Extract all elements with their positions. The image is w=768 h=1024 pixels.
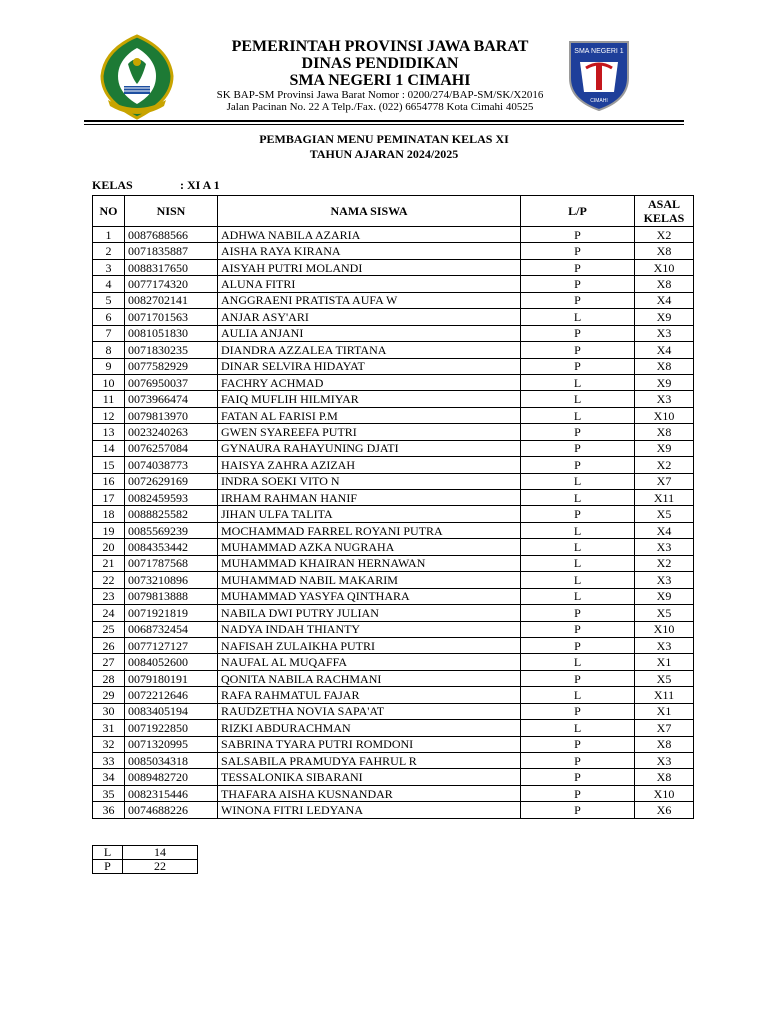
cell-nama: DIANDRA AZZALEA TIRTANA [218, 342, 521, 358]
cell-nama: NADYA INDAH THIANTY [218, 621, 521, 637]
letterhead-rule-thin [84, 124, 684, 125]
cell-asal-kelas: X1 [635, 703, 694, 719]
cell-nama: THAFARA AISHA KUSNANDAR [218, 785, 521, 801]
cell-no: 29 [93, 687, 125, 703]
cell-lp: P [521, 769, 635, 785]
cell-nama: RIZKI ABDURACHMAN [218, 720, 521, 736]
cell-nisn: 0074688226 [125, 802, 218, 818]
cell-asal-kelas: X3 [635, 753, 694, 769]
cell-nisn: 0071787568 [125, 555, 218, 571]
cell-nisn: 0084353442 [125, 539, 218, 555]
cell-no: 30 [93, 703, 125, 719]
cell-nama: GWEN SYAREEFA PUTRI [218, 424, 521, 440]
table-row [93, 309, 694, 325]
cell-nama: FATAN AL FARISI P.M [218, 407, 521, 423]
table-row [93, 637, 694, 653]
header-accreditation: SK BAP-SM Provinsi Jawa Barat Nomor : 0200/274/BAP-SM/SK/X2016 [216, 89, 544, 101]
cell-nisn: 0082315446 [125, 785, 218, 801]
cell-nama: AISYAH PUTRI MOLANDI [218, 259, 521, 275]
cell-nisn: 0079180191 [125, 670, 218, 686]
cell-no: 22 [93, 572, 125, 588]
table-row [93, 358, 694, 374]
cell-lp: L [521, 572, 635, 588]
cell-no: 21 [93, 555, 125, 571]
cell-lp: P [521, 736, 635, 752]
cell-asal-kelas: X5 [635, 506, 694, 522]
cell-lp: P [521, 605, 635, 621]
class-info [92, 178, 220, 193]
header-address: Jalan Pacinan No. 22 A Telp./Fax. (022) 6654778 Kota Cimahi 40525 [226, 101, 534, 113]
cell-asal-kelas: X8 [635, 243, 694, 259]
cell-lp: P [521, 325, 635, 341]
cell-nisn: 0071701563 [125, 309, 218, 325]
cell-asal-kelas: X4 [635, 522, 694, 538]
table-header-row [93, 196, 694, 227]
table-row [93, 670, 694, 686]
cell-nama: ADHWA NABILA AZARIA [218, 227, 521, 243]
cell-asal-kelas: X8 [635, 276, 694, 292]
cell-nisn: 0079813970 [125, 407, 218, 423]
cell-nisn: 0079813888 [125, 588, 218, 604]
table-row [93, 588, 694, 604]
cell-no: 25 [93, 621, 125, 637]
school-shield-emblem-icon [566, 38, 632, 112]
summary-value: 14 [123, 846, 198, 860]
cell-nama: MUHAMMAD KHAIRAN HERNAWAN [218, 555, 521, 571]
summary-label: P [93, 860, 123, 874]
cell-nama: FAIQ MUFLIH HILMIYAR [218, 391, 521, 407]
cell-no: 3 [93, 259, 125, 275]
cell-asal-kelas: X2 [635, 457, 694, 473]
cell-asal-kelas: X7 [635, 720, 694, 736]
cell-asal-kelas: X10 [635, 785, 694, 801]
cell-no: 20 [93, 539, 125, 555]
cell-lp: P [521, 753, 635, 769]
summary-row [93, 846, 198, 860]
cell-no: 1 [93, 227, 125, 243]
svg-text:CIMAHI: CIMAHI [590, 98, 608, 104]
header-school: SMA NEGERI 1 CIMAHI [289, 72, 471, 89]
table-row [93, 259, 694, 275]
cell-nama: AULIA ANJANI [218, 325, 521, 341]
cell-no: 11 [93, 391, 125, 407]
cell-nisn: 0068732454 [125, 621, 218, 637]
cell-no: 10 [93, 374, 125, 390]
table-row [93, 785, 694, 801]
header-nama: NAMA SISWA [218, 196, 521, 227]
cell-nisn: 0077127127 [125, 637, 218, 653]
table-row [93, 457, 694, 473]
table-row [93, 736, 694, 752]
title-line-2: TAHUN AJARAN 2024/2025 [309, 147, 459, 161]
cell-nisn: 0071921819 [125, 605, 218, 621]
cell-nisn: 0085034318 [125, 753, 218, 769]
cell-lp: P [521, 785, 635, 801]
cell-nama: QONITA NABILA RACHMANI [218, 670, 521, 686]
cell-nisn: 0023240263 [125, 424, 218, 440]
table-row [93, 605, 694, 621]
cell-asal-kelas: X3 [635, 572, 694, 588]
table-row [93, 391, 694, 407]
table-row [93, 506, 694, 522]
cell-lp: L [521, 309, 635, 325]
cell-lp: P [521, 227, 635, 243]
table-row [93, 292, 694, 308]
table-row [93, 407, 694, 423]
table-row [93, 473, 694, 489]
cell-nama: FACHRY ACHMAD [218, 374, 521, 390]
table-row [93, 522, 694, 538]
cell-asal-kelas: X3 [635, 325, 694, 341]
cell-lp: P [521, 440, 635, 456]
cell-nisn: 0071320995 [125, 736, 218, 752]
student-table [92, 195, 694, 819]
table-row [93, 753, 694, 769]
cell-no: 7 [93, 325, 125, 341]
cell-asal-kelas: X7 [635, 473, 694, 489]
table-row [93, 490, 694, 506]
cell-lp: P [521, 621, 635, 637]
cell-asal-kelas: X11 [635, 490, 694, 506]
cell-lp: P [521, 259, 635, 275]
cell-no: 12 [93, 407, 125, 423]
cell-asal-kelas: X10 [635, 259, 694, 275]
table-row [93, 621, 694, 637]
cell-nisn: 0072629169 [125, 473, 218, 489]
table-row [93, 703, 694, 719]
cell-lp: P [521, 243, 635, 259]
cell-no: 15 [93, 457, 125, 473]
cell-lp: L [521, 687, 635, 703]
header-lp: L/P [521, 196, 635, 227]
header-asal-kelas: ASAL KELAS [635, 196, 694, 227]
cell-nama: RAUDZETHA NOVIA SAPA'AT [218, 703, 521, 719]
header-nisn: NISN [125, 196, 218, 227]
cell-no: 8 [93, 342, 125, 358]
cell-nama: MOCHAMMAD FARREL ROYANI PUTRA [218, 522, 521, 538]
table-row [93, 802, 694, 818]
cell-nama: ANGGRAENI PRATISTA AUFA W [218, 292, 521, 308]
cell-nama: MUHAMMAD AZKA NUGRAHA [218, 539, 521, 555]
cell-nama: JIHAN ULFA TALITA [218, 506, 521, 522]
cell-lp: P [521, 358, 635, 374]
cell-nama: AISHA RAYA KIRANA [218, 243, 521, 259]
table-row [93, 342, 694, 358]
cell-asal-kelas: X6 [635, 802, 694, 818]
cell-no: 31 [93, 720, 125, 736]
cell-asal-kelas: X9 [635, 588, 694, 604]
cell-lp: L [521, 720, 635, 736]
cell-nisn: 0077174320 [125, 276, 218, 292]
cell-nama: NAUFAL AL MUQAFFA [218, 654, 521, 670]
cell-no: 27 [93, 654, 125, 670]
cell-nama: NAFISAH ZULAIKHA PUTRI [218, 637, 521, 653]
cell-asal-kelas: X8 [635, 424, 694, 440]
cell-nisn: 0085569239 [125, 522, 218, 538]
cell-asal-kelas: X2 [635, 555, 694, 571]
cell-no: 32 [93, 736, 125, 752]
cell-nisn: 0077582929 [125, 358, 218, 374]
letterhead-rule-thick [84, 120, 684, 122]
gender-summary-table [92, 845, 198, 874]
cell-asal-kelas: X8 [635, 769, 694, 785]
summary-label: L [93, 846, 123, 860]
cell-no: 13 [93, 424, 125, 440]
cell-nisn: 0082459593 [125, 490, 218, 506]
cell-nama: INDRA SOEKI VITO N [218, 473, 521, 489]
cell-no: 17 [93, 490, 125, 506]
cell-asal-kelas: X9 [635, 440, 694, 456]
class-label: KELAS [92, 178, 133, 192]
cell-no: 19 [93, 522, 125, 538]
cell-nama: SALSABILA PRAMUDYA FAHRUL R [218, 753, 521, 769]
cell-lp: L [521, 473, 635, 489]
cell-nama: IRHAM RAHMAN HANIF [218, 490, 521, 506]
cell-lp: L [521, 391, 635, 407]
cell-nama: NABILA DWI PUTRY JULIAN [218, 605, 521, 621]
cell-nisn: 0084052600 [125, 654, 218, 670]
cell-no: 33 [93, 753, 125, 769]
cell-nama: HAISYA ZAHRA AZIZAH [218, 457, 521, 473]
cell-lp: P [521, 703, 635, 719]
cell-nama: DINAR SELVIRA HIDAYAT [218, 358, 521, 374]
table-row [93, 572, 694, 588]
table-row [93, 769, 694, 785]
table-row [93, 555, 694, 571]
cell-lp: L [521, 654, 635, 670]
cell-nisn: 0081051830 [125, 325, 218, 341]
table-row [93, 374, 694, 390]
cell-no: 2 [93, 243, 125, 259]
cell-lp: P [521, 292, 635, 308]
table-row [93, 276, 694, 292]
summary-row [93, 860, 198, 874]
cell-lp: P [521, 276, 635, 292]
cell-nama: SABRINA TYARA PUTRI ROMDONI [218, 736, 521, 752]
cell-asal-kelas: X10 [635, 621, 694, 637]
cell-asal-kelas: X5 [635, 605, 694, 621]
cell-no: 6 [93, 309, 125, 325]
cell-nama: MUHAMMAD NABIL MAKARIM [218, 572, 521, 588]
cell-asal-kelas: X2 [635, 227, 694, 243]
cell-nisn: 0089482720 [125, 769, 218, 785]
cell-nama: WINONA FITRI LEDYANA [218, 802, 521, 818]
cell-asal-kelas: X5 [635, 670, 694, 686]
cell-nisn: 0074038773 [125, 457, 218, 473]
cell-asal-kelas: X9 [635, 374, 694, 390]
cell-no: 4 [93, 276, 125, 292]
cell-no: 34 [93, 769, 125, 785]
table-row [93, 720, 694, 736]
cell-nisn: 0082702141 [125, 292, 218, 308]
cell-lp: L [521, 588, 635, 604]
cell-lp: L [521, 374, 635, 390]
table-row [93, 687, 694, 703]
cell-no: 9 [93, 358, 125, 374]
table-row [93, 539, 694, 555]
cell-asal-kelas: X8 [635, 358, 694, 374]
cell-asal-kelas: X3 [635, 539, 694, 555]
header-government: PEMERINTAH PROVINSI JAWA BARAT [231, 38, 529, 55]
cell-asal-kelas: X3 [635, 637, 694, 653]
cell-lp: P [521, 457, 635, 473]
cell-lp: L [521, 407, 635, 423]
cell-no: 16 [93, 473, 125, 489]
cell-nisn: 0088317650 [125, 259, 218, 275]
cell-nisn: 0076257084 [125, 440, 218, 456]
cell-lp: P [521, 506, 635, 522]
cell-nisn: 0087688566 [125, 227, 218, 243]
cell-nisn: 0076950037 [125, 374, 218, 390]
cell-lp: L [521, 555, 635, 571]
header-no: NO [93, 196, 125, 227]
cell-no: 18 [93, 506, 125, 522]
cell-asal-kelas: X4 [635, 292, 694, 308]
cell-nisn: 0088825582 [125, 506, 218, 522]
title-line-1: PEMBAGIAN MENU PEMINATAN KELAS XI [259, 132, 509, 146]
cell-nama: MUHAMMAD YASYFA QINTHARA [218, 588, 521, 604]
cell-nisn: 0073966474 [125, 391, 218, 407]
cell-lp: P [521, 802, 635, 818]
cell-lp: L [521, 490, 635, 506]
cell-no: 26 [93, 637, 125, 653]
svg-text:SMA NEGERI 1: SMA NEGERI 1 [574, 48, 624, 55]
cell-lp: P [521, 670, 635, 686]
cell-asal-kelas: X11 [635, 687, 694, 703]
table-row [93, 424, 694, 440]
summary-value: 22 [123, 860, 198, 874]
cell-asal-kelas: X3 [635, 391, 694, 407]
table-row [93, 440, 694, 456]
cell-no: 36 [93, 802, 125, 818]
cell-lp: P [521, 424, 635, 440]
cell-no: 5 [93, 292, 125, 308]
cell-nama: ALUNA FITRI [218, 276, 521, 292]
cell-nisn: 0073210896 [125, 572, 218, 588]
west-java-emblem-icon [98, 34, 176, 120]
cell-nisn: 0071922850 [125, 720, 218, 736]
cell-nisn: 0072212646 [125, 687, 218, 703]
cell-asal-kelas: X4 [635, 342, 694, 358]
cell-no: 28 [93, 670, 125, 686]
document-title [84, 132, 684, 162]
cell-no: 14 [93, 440, 125, 456]
cell-nisn: 0071835887 [125, 243, 218, 259]
cell-nama: TESSALONIKA SIBARANI [218, 769, 521, 785]
cell-nisn: 0083405194 [125, 703, 218, 719]
cell-no: 23 [93, 588, 125, 604]
cell-nama: RAFA RAHMATUL FAJAR [218, 687, 521, 703]
cell-no: 35 [93, 785, 125, 801]
header-agency: DINAS PENDIDIKAN [301, 55, 459, 72]
cell-lp: P [521, 342, 635, 358]
cell-lp: L [521, 539, 635, 555]
table-row [93, 227, 694, 243]
class-value: : XI A 1 [180, 178, 220, 192]
cell-nama: GYNAURA RAHAYUNING DJATI [218, 440, 521, 456]
cell-asal-kelas: X8 [635, 736, 694, 752]
cell-asal-kelas: X1 [635, 654, 694, 670]
cell-asal-kelas: X10 [635, 407, 694, 423]
table-row [93, 325, 694, 341]
cell-asal-kelas: X9 [635, 309, 694, 325]
table-row [93, 243, 694, 259]
cell-lp: L [521, 522, 635, 538]
cell-lp: P [521, 637, 635, 653]
letterhead [180, 38, 580, 113]
table-row [93, 654, 694, 670]
cell-no: 24 [93, 605, 125, 621]
cell-nisn: 0071830235 [125, 342, 218, 358]
cell-nama: ANJAR ASY'ARI [218, 309, 521, 325]
